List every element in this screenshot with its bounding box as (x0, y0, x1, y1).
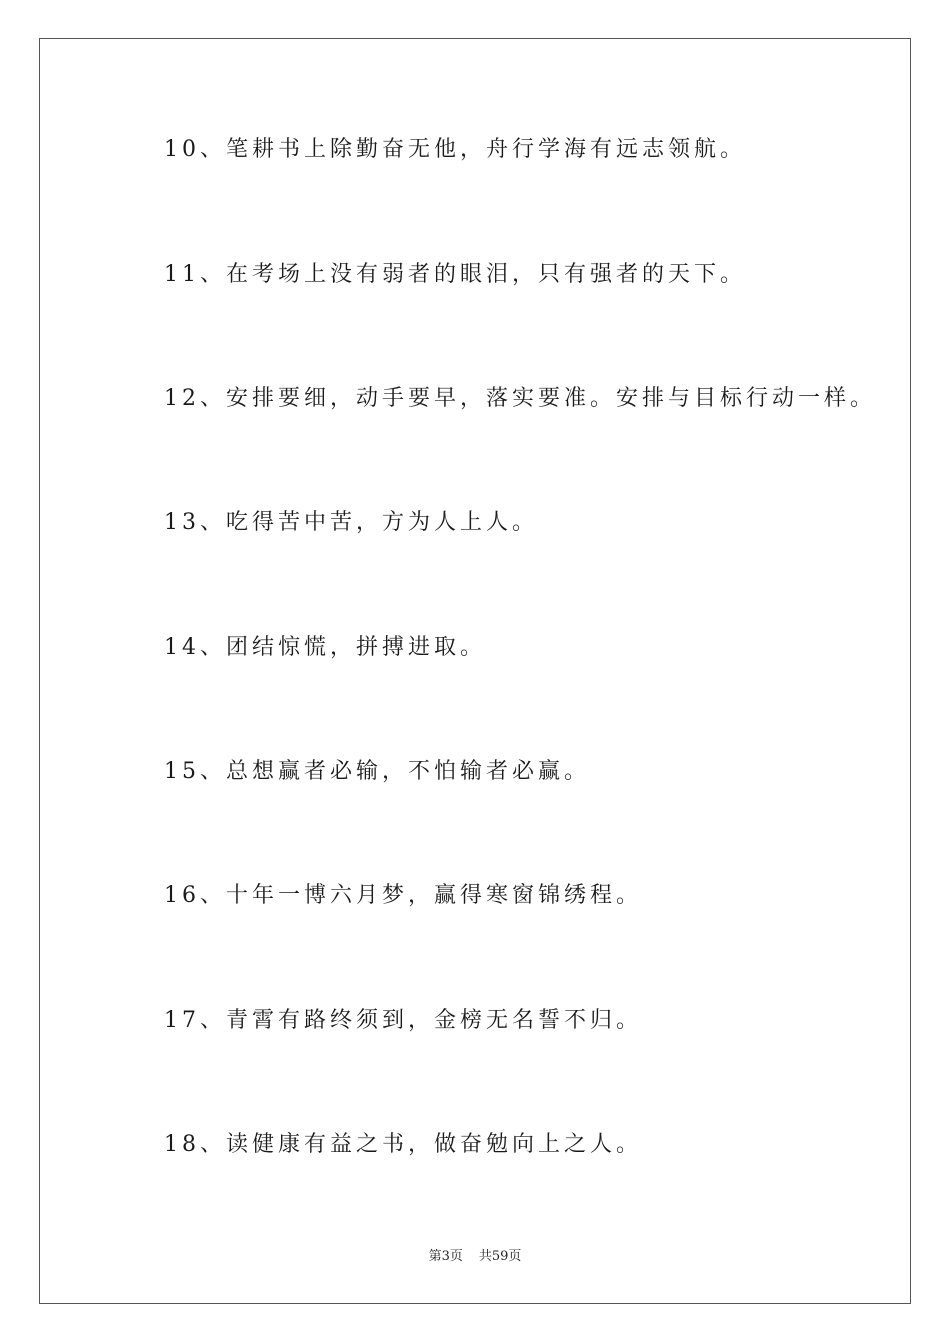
quote-item: 15、总想赢者必输，不怕输者必赢。 (164, 759, 590, 784)
quote-item: 17、青霄有路终须到，金榜无名誓不归。 (164, 1008, 642, 1033)
page-frame (39, 38, 911, 1304)
quote-item: 16、十年一博六月梦，赢得寒窗锦绣程。 (164, 883, 642, 908)
quote-item: 12、安排要细，动手要早，落实要准。安排与目标行动一样。 (164, 386, 876, 411)
quote-item: 18、读健康有益之书，做奋勉向上之人。 (164, 1132, 642, 1157)
quote-item: 11、在考场上没有弱者的眼泪，只有强者的天下。 (164, 262, 746, 287)
quote-list (40, 39, 910, 1303)
total-page-count: 共59页 (478, 1249, 522, 1264)
page-footer (40, 1245, 910, 1264)
quote-item: 13、吃得苦中苦，方为人上人。 (164, 510, 538, 535)
quote-item: 14、团结惊慌，拼搏进取。 (164, 635, 486, 660)
quote-item: 10、笔耕书上除勤奋无他，舟行学海有远志领航。 (164, 137, 746, 162)
current-page-number: 第3页 (428, 1249, 463, 1264)
